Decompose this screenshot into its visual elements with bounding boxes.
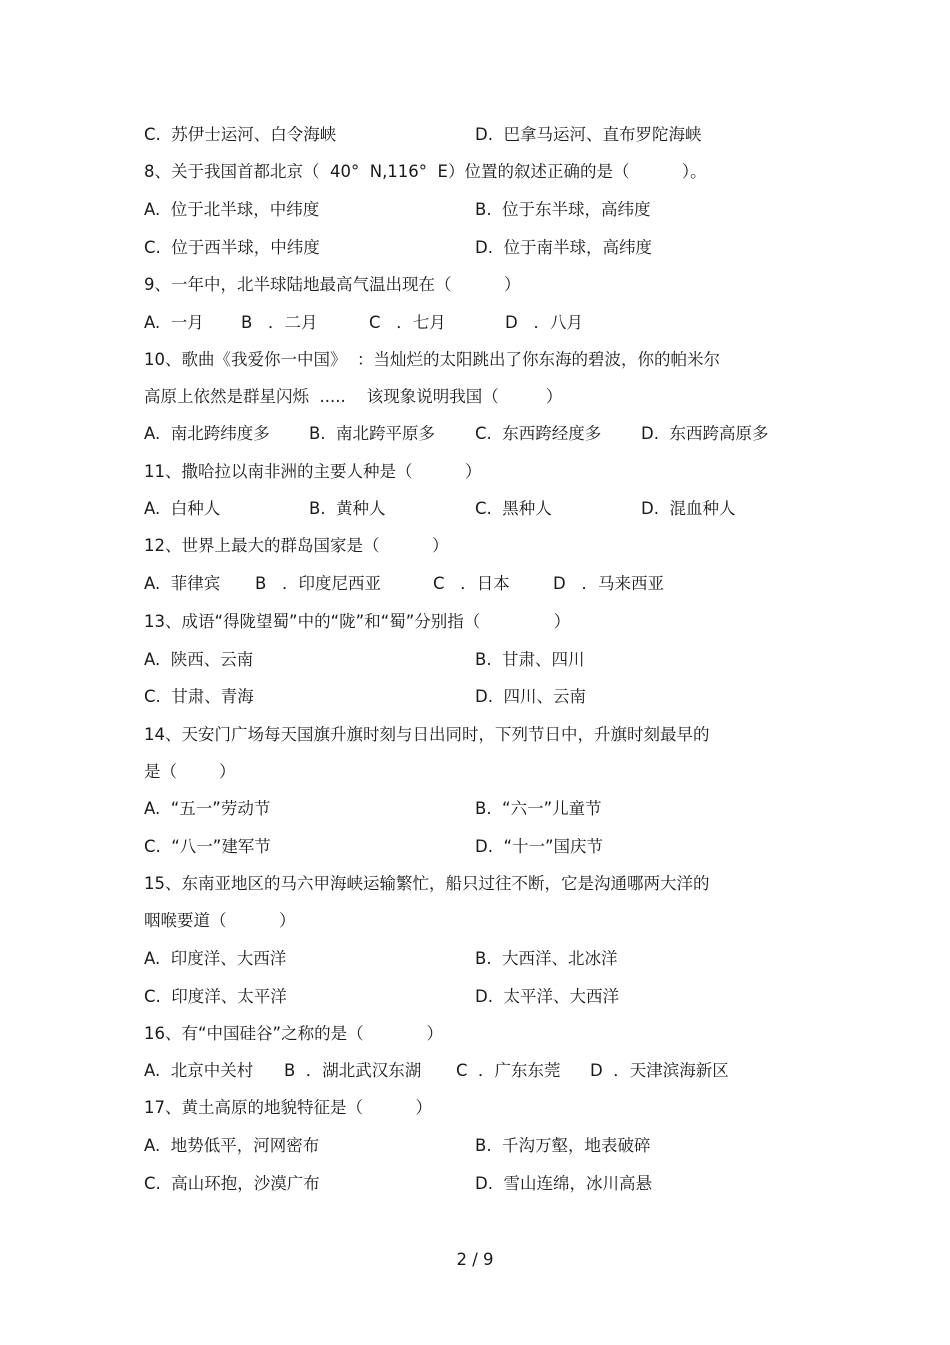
q15-option-d: D. 太平洋、大西洋: [475, 987, 619, 1006]
q16-option-d: D ．天津滨海新区: [590, 1061, 729, 1080]
q10-option-c: C. 东西跨经度多: [475, 424, 602, 443]
q8-option-d: D. 位于南半球，高纬度: [475, 238, 652, 257]
q9-option-d: D ．八月: [505, 313, 583, 332]
q17-option-c: C. 高山环抱，沙漠广布: [144, 1174, 320, 1193]
q14-stem-line2: 是（ ）: [144, 762, 236, 781]
q9-stem: 9、一年中，北半球陆地最高气温出现在（ ）: [144, 275, 521, 294]
q11-option-c: C. 黑种人: [475, 499, 552, 518]
q15-stem-line2: 咽喉要道（ ）: [144, 911, 296, 930]
q8-option-b: B. 位于东半球，高纬度: [475, 200, 651, 219]
q14-option-d: D. “十一”国庆节: [475, 837, 604, 856]
q15-option-a: A. 印度洋、大西洋: [144, 949, 287, 968]
q14-option-c: C. “八一”建军节: [144, 837, 271, 856]
q10-stem-line1: 10、歌曲《我爱你一中国》 ：当灿烂的太阳跳出了你东海的碧波，你的帕米尔: [144, 350, 720, 369]
q12-option-c: C ．日本: [433, 574, 510, 593]
q10-stem-line2: 高原上依然是群星闪烁 ..... 该现象说明我国（ ）: [144, 387, 563, 406]
q16-option-a: A. 北京中关村: [144, 1061, 254, 1080]
q12-option-a: A. 菲律宾: [144, 574, 221, 593]
q16-option-c: C ．广东东莞: [456, 1061, 561, 1080]
q15-stem-line1: 15、东南亚地区的马六甲海峡运输繁忙，船只过往不断，它是沟通哪两大洋的: [144, 874, 710, 893]
q8-option-c: C. 位于西半球，中纬度: [144, 238, 320, 257]
q12-option-b: B ．印度尼西亚: [255, 574, 382, 593]
q11-option-b: B. 黄种人: [309, 499, 386, 518]
q13-option-b: B. 甘肃、四川: [475, 650, 585, 669]
q17-option-b: B. 千沟万壑，地表破碎: [475, 1136, 651, 1155]
q14-stem-line1: 14、天安门广场每天国旗升旗时刻与日出同时，下列节日中，升旗时刻最早的: [144, 725, 710, 744]
q11-stem: 11、撒哈拉以南非洲的主要人种是（ ）: [144, 462, 482, 481]
q15-option-c: C. 印度洋、太平洋: [144, 987, 287, 1006]
q9-option-a: A. 一月: [144, 313, 204, 332]
q17-stem: 17、黄土高原的地貌特征是（ ）: [144, 1098, 432, 1117]
q7-option-d: D. 巴拿马运河、直布罗陀海峡: [475, 125, 702, 144]
q11-option-d: D. 混血种人: [641, 499, 736, 518]
q8-option-a: A. 位于北半球，中纬度: [144, 200, 320, 219]
q12-option-d: D ．马来西亚: [553, 574, 664, 593]
q13-option-c: C. 甘肃、青海: [144, 687, 254, 706]
q17-option-a: A. 地势低平，河网密布: [144, 1136, 320, 1155]
q10-option-b: B. 南北跨平原多: [309, 424, 436, 443]
q16-stem: 16、有“中国硅谷”之称的是（ ）: [144, 1024, 444, 1043]
q16-option-b: B ．湖北武汉东湖: [284, 1061, 422, 1080]
q17-option-d: D. 雪山连绵，冰川高悬: [475, 1174, 652, 1193]
q10-option-a: A. 南北跨纬度多: [144, 424, 270, 443]
q14-option-b: B. “六一”儿童节: [475, 799, 602, 818]
q7-option-c: C. 苏伊士运河、白令海峡: [144, 125, 337, 144]
q12-stem: 12、世界上最大的群岛国家是（ ）: [144, 536, 449, 555]
q11-option-a: A. 白种人: [144, 499, 221, 518]
q8-stem: 8、关于我国首都北京（ 40° N,116° E）位置的叙述正确的是（ ）。: [144, 162, 707, 181]
q13-option-a: A. 陕西、云南: [144, 650, 254, 669]
q10-option-d: D. 东西跨高原多: [641, 424, 769, 443]
q14-option-a: A. “五一”劳动节: [144, 799, 271, 818]
q15-option-b: B. 大西洋、北冰洋: [475, 949, 618, 968]
q13-option-d: D. 四川、云南: [475, 687, 586, 706]
q13-stem: 13、成语“得陇望蜀”中的“陇”和“蜀”分别指（ ）: [144, 612, 571, 631]
page-number: 2 / 9: [456, 1250, 494, 1269]
q9-option-b: B ．二月: [241, 313, 318, 332]
q9-option-c: C ．七月: [369, 313, 446, 332]
